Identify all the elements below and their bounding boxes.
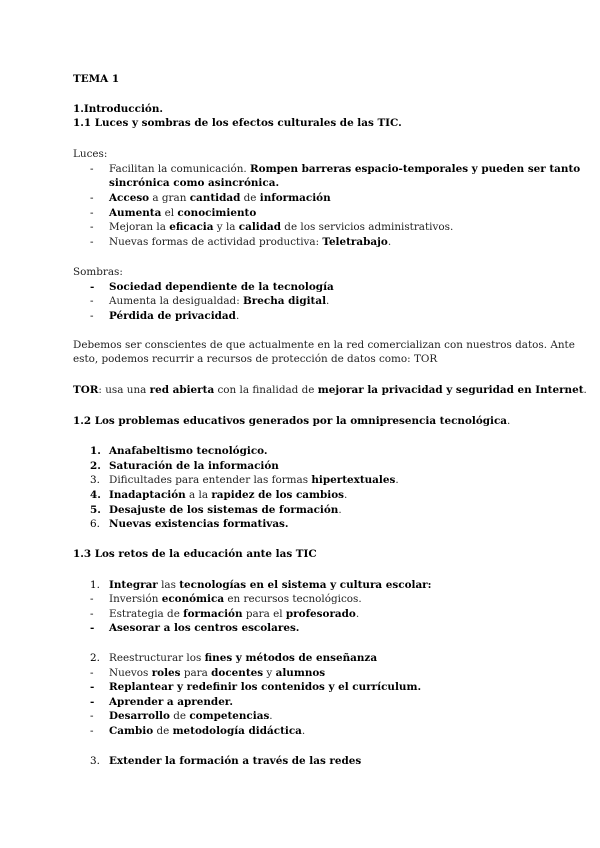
list-bullet: - [90, 221, 94, 233]
list-number: 5. [90, 504, 101, 516]
list-number: 2. [90, 460, 101, 472]
list-item: Dificultades para entender las formas hipertextuales. [109, 474, 399, 486]
list-item: Nuevos roles para docentes y alumnos [109, 667, 326, 679]
list-item: Estrategia de formación para el profesorado. [109, 608, 360, 620]
list-bullet: - [90, 667, 94, 679]
list-number: 1. [90, 579, 100, 591]
list-item: Integrar las tecnologías en el sistema y cultura escolar: [109, 579, 432, 591]
list-bullet: - [90, 236, 94, 248]
list-bullet: - [90, 710, 94, 722]
list-item: Inadaptación a la rapidez de los cambios. [109, 489, 348, 501]
list-item: Replantear y redefinir los contenidos y el currículum. [109, 681, 422, 693]
sombras-label: Sombras: [73, 266, 123, 278]
list-number: 1. [90, 445, 101, 457]
list-number: 6. [90, 518, 100, 530]
list-bullet: - [90, 725, 94, 737]
list-item: Desarrollo de competencias. [109, 710, 273, 722]
section-1-heading: 1.Introducción. [73, 103, 163, 115]
list-item: Pérdida de privacidad. [109, 310, 240, 322]
list-item: Nuevas existencias formativas. [109, 518, 289, 530]
list-bullet: - [90, 207, 94, 219]
list-item: Aprender a aprender. [109, 696, 233, 708]
paragraph-line: Debemos ser conscientes de que actualmente en la red comercializan con nuestros datos. Ante [73, 339, 575, 351]
list-item: Cambio de metodología didáctica. [109, 725, 306, 737]
list-bullet: - [90, 696, 95, 708]
list-number: 4. [90, 489, 101, 501]
section-1-3-heading: 1.3 Los retos de la educación ante las TIC [73, 548, 317, 560]
list-bullet: - [90, 622, 95, 634]
list-item: Nuevas formas de actividad productiva: Teletrabajo. [109, 236, 392, 248]
luces-label: Luces: [73, 148, 108, 160]
list-number: 3. [90, 755, 100, 767]
list-item: Acceso a gran cantidad de información [109, 192, 331, 204]
list-item: Aumenta la desigualdad: Brecha digital. [109, 295, 330, 307]
list-item: Extender la formación a través de las redes [109, 755, 362, 767]
list-number: 2. [90, 652, 100, 664]
list-bullet: - [90, 163, 94, 175]
list-item: Desajuste de los sistemas de formación. [109, 504, 342, 516]
list-item: Aumenta el conocimiento [109, 207, 257, 219]
list-bullet: - [90, 192, 94, 204]
doc-title: TEMA 1 [73, 73, 120, 85]
paragraph-line: esto, podemos recurrir a recursos de protección de datos como: TOR [73, 353, 438, 365]
list-bullet: - [90, 281, 95, 293]
list-bullet: - [90, 593, 94, 605]
list-bullet: - [90, 295, 94, 307]
list-number: 3. [90, 474, 100, 486]
list-bullet: - [90, 608, 94, 620]
list-item: Saturación de la información [109, 460, 279, 472]
list-item: sincrónica como asincrónica. [109, 177, 280, 189]
list-item: Facilitan la comunicación. Rompen barreras espacio-temporales y pueden ser tanto [109, 163, 581, 175]
list-item: Sociedad dependiente de la tecnología [109, 281, 334, 293]
list-bullet: - [90, 310, 94, 322]
section-1-1-heading: 1.1 Luces y sombras de los efectos culturales de las TIC. [73, 117, 402, 129]
list-item: Reestructurar los fines y métodos de enseñanza [109, 652, 378, 664]
list-item: Inversión económica en recursos tecnológicos. [109, 593, 362, 605]
list-bullet: - [90, 681, 95, 693]
list-item: Anafabeltismo tecnológico. [109, 445, 268, 457]
section-1-2-heading: 1.2 Los problemas educativos generados por la omnipresencia tecnológica. [73, 415, 511, 427]
tor-definition: TOR: usa una red abierta con la finalidad de mejorar la privacidad y seguridad en Internet. [73, 384, 587, 396]
list-item: Mejoran la eficacia y la calidad de los servicios administrativos. [109, 221, 454, 233]
list-item: Asesorar a los centros escolares. [109, 622, 300, 634]
